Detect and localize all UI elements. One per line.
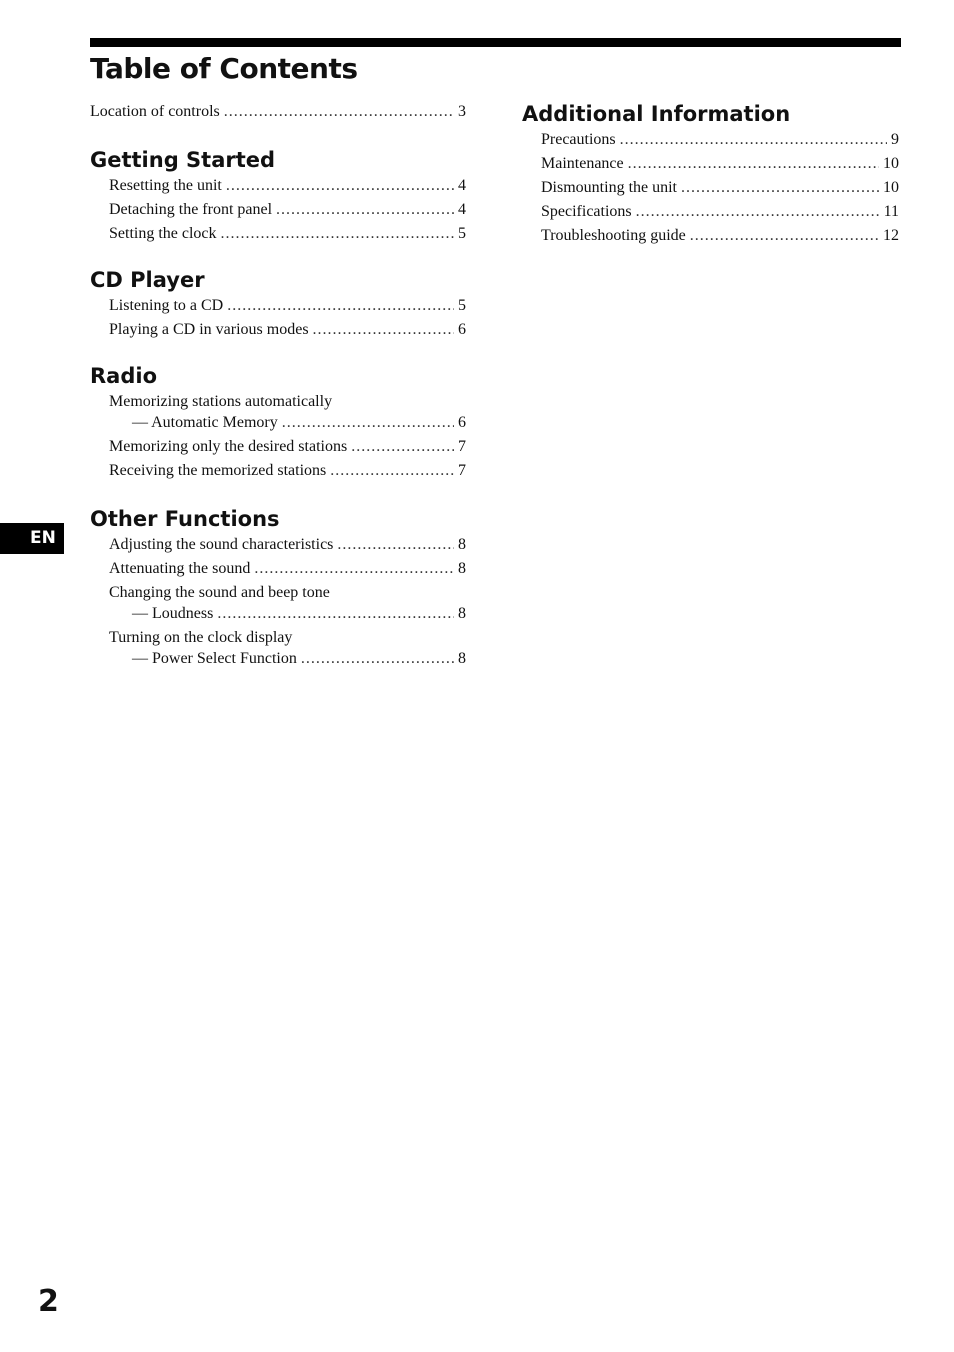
toc-page-number: 10 — [883, 179, 899, 196]
toc-page-number: 4 — [458, 177, 466, 194]
section-heading-getting-started: Getting Started — [90, 148, 276, 172]
toc-entry-text: Location of controls — [90, 103, 220, 120]
dot-leader — [282, 414, 454, 431]
toc-entry-text: Setting the clock — [109, 225, 217, 242]
toc-entry-setting-the-clock[interactable] — [90, 222, 466, 246]
dot-leader — [330, 459, 454, 483]
dot-leader — [254, 557, 454, 581]
toc-entry-text: Listening to a CD — [109, 297, 224, 314]
toc-page-number: 6 — [458, 414, 466, 431]
toc-page-number: 8 — [458, 560, 466, 577]
toc-page-number: 12 — [883, 227, 899, 244]
toc-entry-text: Memorizing stations automatically — [109, 393, 333, 410]
toc-entry-text: Playing a CD in various modes — [109, 321, 309, 338]
toc-entry-changing-sound-beep[interactable] — [90, 581, 466, 622]
toc-entry-adjusting-sound[interactable] — [90, 533, 466, 557]
toc-entry-text: Troubleshooting guide — [541, 227, 686, 244]
toc-entry-subline — [90, 414, 466, 431]
toc-entry-text: Memorizing only the desired stations — [109, 438, 348, 455]
toc-entry-text: Specifications — [541, 203, 632, 220]
section-heading-other-functions: Other Functions — [90, 507, 280, 531]
toc-page-number: 8 — [458, 536, 466, 553]
toc-entry-text: Turning on the clock display — [109, 629, 293, 646]
toc-entry-resetting-the-unit[interactable] — [90, 174, 466, 198]
toc-entry-text: Adjusting the sound characteristics — [109, 536, 334, 553]
top-rule — [90, 38, 901, 47]
page-title: Table of Contents — [90, 52, 358, 85]
dot-leader — [224, 100, 454, 124]
toc-entry-maintenance[interactable] — [522, 152, 899, 176]
dot-leader — [226, 174, 454, 198]
toc-entry-location-of-controls[interactable] — [90, 100, 466, 124]
toc-entry-receiving-memorized-stations[interactable] — [90, 459, 466, 483]
dot-leader — [227, 294, 454, 318]
toc-page-number: 8 — [458, 650, 466, 667]
dot-leader — [301, 650, 454, 667]
toc-page-number: 4 — [458, 201, 466, 218]
toc-page-number: 7 — [458, 438, 466, 455]
toc-entry-turning-on-clock[interactable] — [90, 622, 466, 667]
dot-leader — [620, 128, 887, 152]
toc-entry-specifications[interactable] — [522, 200, 899, 224]
toc-page-number: 6 — [458, 321, 466, 338]
toc-page-number: 7 — [458, 462, 466, 479]
toc-entry-subtext: — Loudness — [132, 605, 214, 622]
dot-leader — [276, 198, 454, 222]
toc-entry-playing-cd-various-modes[interactable] — [90, 318, 466, 342]
toc-page-number: 5 — [458, 297, 466, 314]
dot-leader — [313, 318, 454, 342]
toc-entry-text: Maintenance — [541, 155, 624, 172]
dot-leader — [217, 605, 454, 622]
language-tab: EN — [0, 523, 64, 554]
toc-right-column — [522, 100, 899, 248]
toc-entry-troubleshooting-guide[interactable] — [522, 224, 899, 248]
page-number: 2 — [38, 1284, 59, 1319]
toc-page-number: 11 — [883, 203, 899, 220]
toc-page-number: 9 — [891, 131, 899, 148]
toc-entry-text: Dismounting the unit — [541, 179, 677, 196]
toc-entry-subline — [90, 650, 466, 667]
toc-entry-precautions[interactable] — [522, 128, 899, 152]
section-heading-cd-player: CD Player — [90, 268, 205, 292]
dot-leader — [681, 176, 879, 200]
toc-entry-listening-to-a-cd[interactable] — [90, 294, 466, 318]
toc-page-number: 5 — [458, 225, 466, 242]
dot-leader — [221, 222, 454, 246]
toc-left-column — [90, 100, 466, 667]
toc-entry-text: Resetting the unit — [109, 177, 222, 194]
toc-entry-memorizing-desired-stations[interactable] — [90, 431, 466, 459]
toc-entry-text: Precautions — [541, 131, 616, 148]
toc-entry-attenuating-sound[interactable] — [90, 557, 466, 581]
toc-entry-memorizing-automatically[interactable] — [90, 390, 466, 431]
toc-page-number: 8 — [458, 605, 466, 622]
toc-entry-text: Detaching the front panel — [109, 201, 273, 218]
toc-entry-subtext: — Power Select Function — [132, 650, 297, 667]
toc-entry-dismounting-the-unit[interactable] — [522, 176, 899, 200]
section-heading-radio: Radio — [90, 364, 157, 388]
toc-entry-subtext: — Automatic Memory — [132, 414, 278, 431]
toc-entry-text: Changing the sound and beep tone — [109, 584, 330, 601]
toc-entry-text: Attenuating the sound — [109, 560, 251, 577]
dot-leader — [628, 152, 879, 176]
toc-page-number: 10 — [883, 155, 899, 172]
toc-entry-detaching-front-panel[interactable] — [90, 198, 466, 222]
dot-leader — [351, 435, 454, 459]
dot-leader — [337, 533, 454, 557]
section-heading-additional-information: Additional Information — [522, 102, 791, 126]
toc-entry-subline — [90, 605, 466, 622]
dot-leader — [636, 200, 880, 224]
toc-page-number: 3 — [458, 103, 466, 120]
toc-entry-text: Receiving the memorized stations — [109, 462, 327, 479]
dot-leader — [690, 224, 879, 248]
